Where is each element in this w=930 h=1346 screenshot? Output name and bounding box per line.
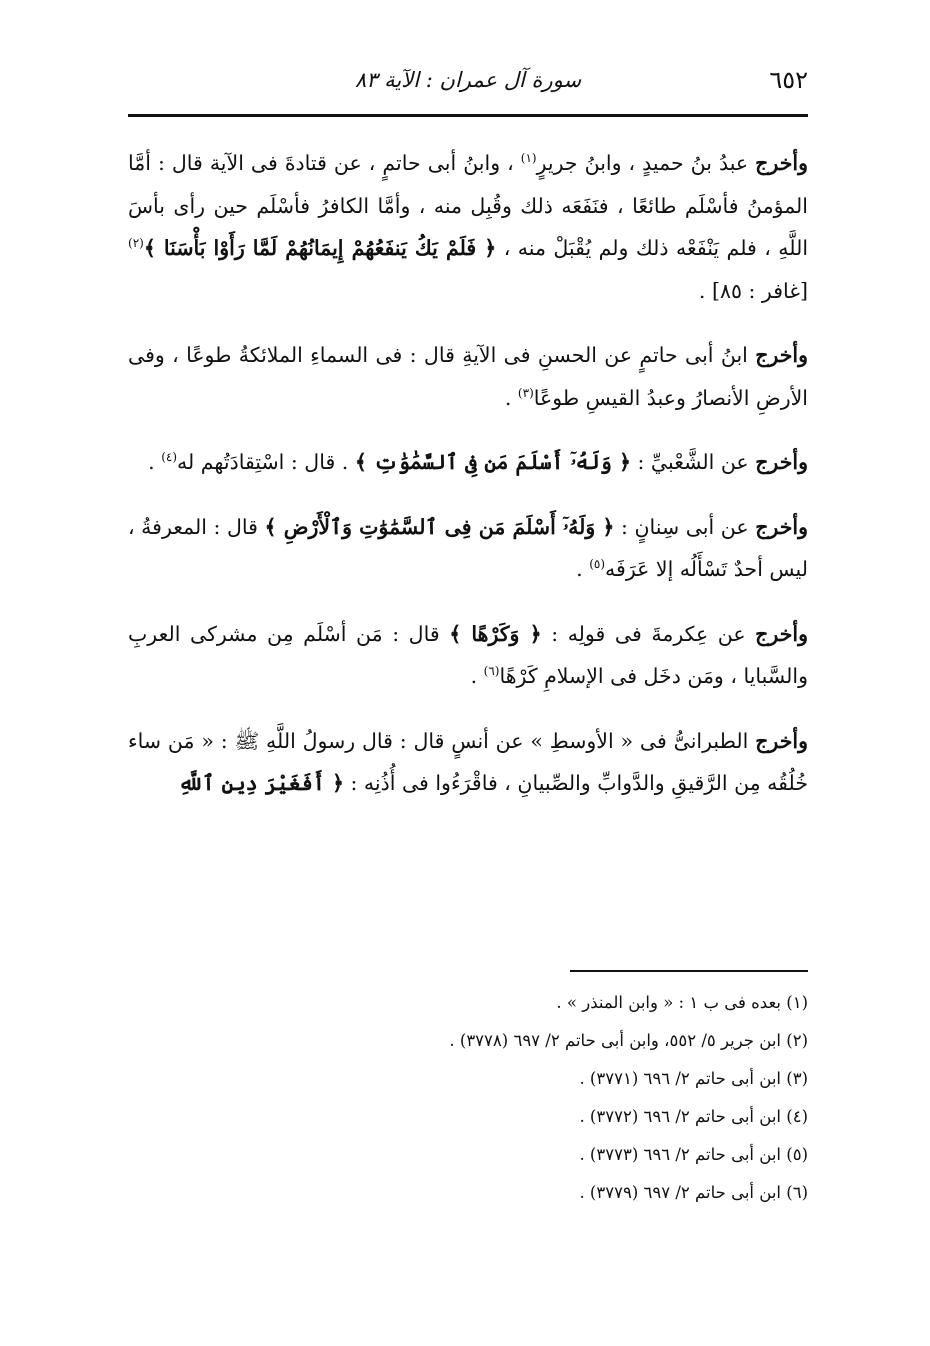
- paragraph-lead: وأخرج: [755, 151, 808, 175]
- footnote: (١) بعده فى ب ١ : « وابن المنذر » .: [556, 993, 808, 1012]
- quran-quote: ﴿ فَلَمْ يَكُ يَنفَعُهُمْ إِيمَانُهُمْ لَمَّا رَأَوْا بَأْسَنَا ﴾: [143, 236, 497, 260]
- paragraph: [128, 334, 808, 419]
- paragraph-lead: وأخرج: [755, 450, 808, 474]
- paragraph-text: . قال : اسْتِقادَتُهم له: [177, 450, 355, 474]
- footnotes: [128, 984, 808, 1212]
- paragraph-text: .: [470, 664, 484, 688]
- paragraph: [128, 142, 808, 312]
- paragraph-text: ، وابنُ أبى حاتمٍ ، عن قتادةَ فى الآية قال : أمَّا المؤمنُ فأسْلَم طائعًا ، فنَفَعَه ذلك وقُبِل منه ، وأمَّا الكافرُ فأسْلَم حين رأى بأسَ اللَّهِ ، فلم يَنْفَعْه ذلك ولم يُقْبَلْ منه ،: [128, 151, 809, 260]
- page-header: [128, 64, 808, 104]
- quran-quote: ﴿ وَلَهُۥٓ أَسْلَمَ مَن فِى ٱلسَّمَٰوَٰتِ وَٱلْأَرْضِ ﴾: [264, 514, 615, 539]
- footnote: (٤) ابن أبى حاتم ٢/ ٦٩٦ (٣٧٧٢) .: [579, 1107, 808, 1126]
- paragraph-text: .: [576, 557, 590, 581]
- footnote: (٦) ابن أبى حاتم ٢/ ٦٩٧ (٣٧٧٩) .: [579, 1183, 808, 1202]
- body-text: [128, 142, 808, 827]
- footnote: (٢) ابن جرير ٥/ ٥٥٢، وابن أبى حاتم ٢/ ٦٩٧ (٣٧٧٨) .: [449, 1031, 808, 1050]
- paragraph-text: [غافر : ٨٥] .: [698, 278, 808, 303]
- footnote-ref: (١): [520, 151, 537, 166]
- paragraph-text: عبدُ بنُ حميدٍ ، وابنُ جريرٍ: [536, 151, 756, 175]
- paragraph: [128, 720, 808, 805]
- quran-quote: ﴿ وَلَهُۥٓ أَسْلَمَ مَن فِى ٱلسَّمَٰوَٰتِ ﴾: [354, 450, 631, 474]
- footnote-rule: [570, 970, 808, 972]
- quran-quote: ﴿ أَفَغَيْرَ دِينِ ٱللَّهِ: [178, 771, 344, 795]
- paragraph-lead: وأخرج: [755, 728, 808, 753]
- page-number: ٦٥٢: [769, 66, 808, 94]
- footnote: (٣) ابن أبى حاتم ٢/ ٦٩٦ (٣٧٧١) .: [579, 1069, 808, 1088]
- paragraph-text: ابنُ أبى حاتمٍ عن الحسنِ فى الآيةِ قال : فى السماءِ الملائكةُ طوعًا ، وفى الأرضِ الأنصارُ وعبدُ القيسِ طوعًا: [128, 343, 808, 410]
- paragraph-text: قال : المعرفةُ ، ليس أحدٌ تَسْأَلُه إلا عَرَفَه: [128, 514, 808, 581]
- quran-quote: ﴿ وَكَرْهًا ﴾: [449, 621, 542, 646]
- running-title: سورة آل عمران : الآية ٨٣: [354, 68, 582, 92]
- paragraph-text: عن عِكرمةَ فى قولِه :: [541, 621, 756, 646]
- footnote-ref: (٢): [128, 236, 144, 251]
- paragraph-text: قال : مَن أسْلَم مِن مشركى العربِ والسَّبايا ، ومَن دخَل فى الإسلامِ كَرْهًا: [128, 621, 808, 688]
- paragraph-lead: وأخرج: [755, 621, 808, 646]
- footnote-ref: (٥): [589, 557, 606, 572]
- paragraph-text: عن أبى سِنانٍ :: [614, 514, 756, 539]
- paragraph: [128, 506, 808, 591]
- footnote-ref: (٦): [483, 664, 500, 679]
- paragraph-text: عن الشَّعْبيِّ :: [630, 450, 756, 474]
- paragraph-lead: وأخرج: [755, 514, 808, 539]
- paragraph-text: .: [148, 450, 162, 474]
- footnote-ref: (٤): [161, 450, 178, 465]
- paragraph: [128, 613, 808, 698]
- paragraph-text: .: [504, 385, 518, 410]
- paragraph-text: الطبرانىُّ فى « الأوسطِ » عن أنسٍ قال : قال رسولُ اللَّهِ ﷺ : « مَن ساء خُلُقُه مِن الرَّقيقِ والدَّوابِّ والصِّبيانِ ، فاقْرَءُوا فى أُذُنِه :: [128, 728, 808, 795]
- footnote-ref: (٣): [517, 385, 534, 400]
- header-rule: [128, 114, 808, 117]
- footnote: (٥) ابن أبى حاتم ٢/ ٦٩٦ (٣٧٧٣) .: [579, 1145, 808, 1164]
- paragraph-lead: وأخرج: [755, 343, 808, 367]
- paragraph: [128, 441, 808, 484]
